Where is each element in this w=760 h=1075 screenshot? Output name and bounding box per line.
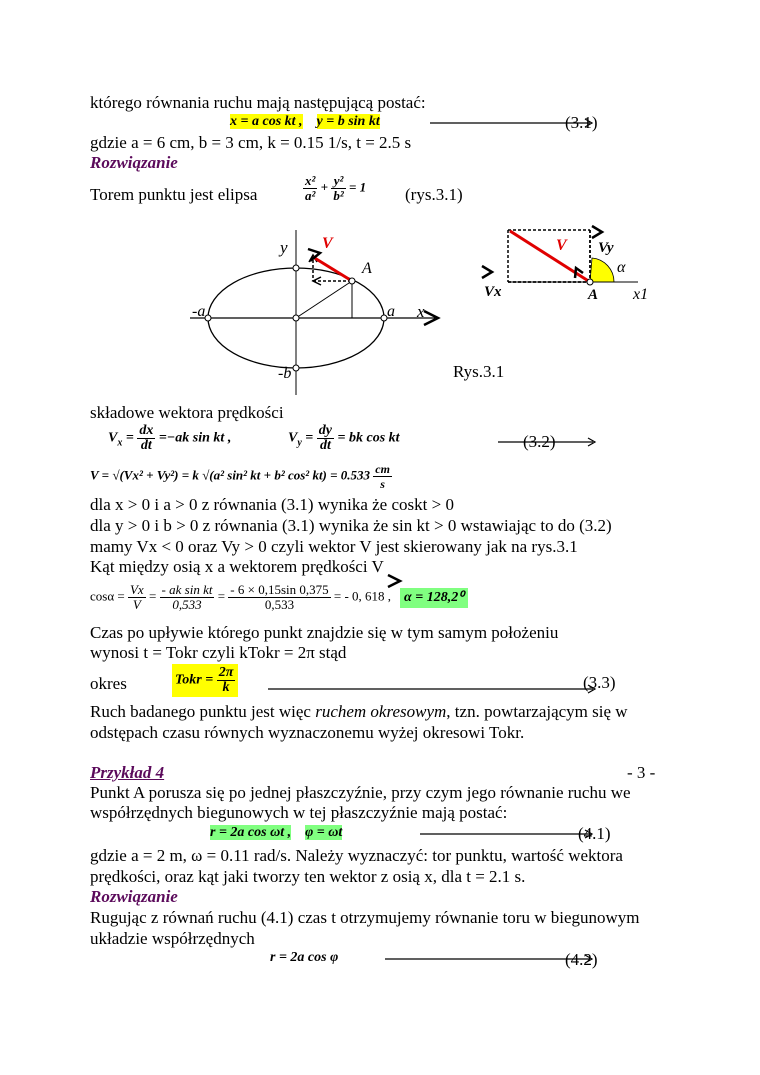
figure-caption: Rys.3.1 bbox=[453, 362, 505, 381]
vy-arrowhead bbox=[592, 226, 602, 238]
eq-phi: φ = ωt bbox=[305, 825, 343, 840]
equation-number: (3.1) bbox=[565, 113, 598, 132]
v-magnitude-equation bbox=[90, 462, 392, 491]
text-line: którego równania ruchu mają następującą postać: bbox=[90, 93, 426, 112]
section-heading: Rozwiązanie bbox=[90, 153, 178, 172]
ellipse-figure bbox=[180, 225, 460, 395]
text-line: układzie współrzędnych bbox=[90, 929, 255, 948]
eq-y: y = b sin kt bbox=[316, 114, 380, 129]
ellipse-equation: $\frac{\text{x²}}{\text{a²}}$ + $\frac{\text{y²}}{\text{b²}}$ = 1 bbox=[305, 173, 367, 203]
text-line: okres bbox=[90, 674, 127, 693]
point-minus-a bbox=[205, 315, 211, 321]
radius-line bbox=[296, 281, 352, 318]
frac-num: y² bbox=[331, 174, 345, 189]
eq-x: x = a cos kt , bbox=[230, 114, 303, 129]
text-line: Rugując z równań ruchu (4.1) czas t otrzymujemy równanie toru w biegunowym bbox=[90, 908, 640, 927]
frac-num: - 6 × 0,15sin 0,375 bbox=[230, 582, 329, 597]
label-x1: x1 bbox=[633, 286, 649, 302]
text-line: Czas po upływie którego punkt znajdzie się w tym samym położeniu bbox=[90, 623, 559, 642]
eq-r: r = 2a cos ωt , bbox=[210, 825, 292, 840]
label-minus-b: -b bbox=[278, 365, 292, 382]
point-A bbox=[587, 279, 593, 285]
label-minus-a: -a bbox=[192, 303, 206, 320]
text-line: dla y > 0 i b > 0 z równania (3.1) wynika że sin kt > 0 wstawiając to do (3.2) bbox=[90, 516, 612, 535]
v-eq: V = √(Vx² + Vy²) = k √(a² sin² kt + b² cos² kt) = 0.533 bbox=[90, 467, 371, 483]
label-y: y bbox=[280, 238, 288, 257]
point-b bbox=[293, 265, 299, 271]
cos-result: = - 0, 618 , bbox=[333, 588, 392, 604]
cos-alpha-equation: cosα = $\frac{Vx}{V}$ = $\frac{\text{- ak sin kt}}{0,533}$ = $\frac{- 6 \times 0,15\sin 0,375}{0,533}$ = - 0, 618 , bbox=[90, 582, 392, 612]
text-line: prędkości, oraz kąt jaki tworzy ten wektor z osią x, dla t = 2.1 s. bbox=[90, 867, 526, 886]
frac-den: b² bbox=[333, 188, 344, 203]
cos-lhs: cosα = bbox=[90, 588, 125, 604]
tokr-lhs: Tokr = bbox=[175, 672, 214, 688]
equation-number: (4.2) bbox=[565, 950, 598, 969]
text-span-italic: ruchem okresowym bbox=[315, 702, 447, 721]
frac-den: 0,533 bbox=[172, 597, 202, 612]
label-a: a bbox=[387, 303, 395, 320]
point-minus-b bbox=[293, 365, 299, 371]
figure-reference: (rys.3.1) bbox=[405, 185, 463, 204]
frac-num: 2π bbox=[218, 665, 234, 680]
frac-num: x² bbox=[305, 173, 316, 188]
text-line: Kąt między osią x a wektorem prędkości V bbox=[90, 557, 384, 576]
unit-num: cm bbox=[375, 462, 390, 476]
vy-equation: $V_y$ = $\frac{dy}{dt}$ = bk cos kt bbox=[288, 423, 400, 453]
text-line: Punkt A porusza się po jednej płaszczyźnie, przy czym jego równanie ruchu we bbox=[90, 783, 631, 802]
text-line: składowe wektora prędkości bbox=[90, 403, 284, 422]
text-line: wynosi t = Tokr czyli kTokr = 2π stąd bbox=[90, 643, 347, 662]
frac-num: Vx bbox=[129, 582, 144, 597]
text-line: dla x > 0 i a > 0 z równania (3.1) wynika że coskt > 0 bbox=[90, 495, 454, 514]
period-equation bbox=[172, 664, 238, 697]
label-Vx: Vx bbox=[484, 284, 502, 300]
equation-leader-arrow bbox=[420, 829, 600, 839]
frac-den: V bbox=[132, 597, 141, 612]
alpha-sector bbox=[590, 258, 614, 282]
frac-den: a² bbox=[305, 188, 316, 203]
text-span: , tzn. powtarzającym się w bbox=[446, 702, 628, 721]
text-line: gdzie a = 6 cm, b = 3 cm, k = 0.15 1/s, t = 2.5 s bbox=[90, 133, 412, 152]
equation-number: (3.3) bbox=[583, 673, 616, 692]
text-line: mamy Vx < 0 oraz Vy > 0 czyli wektor V jest skierowany jak na rys.3.1 bbox=[90, 537, 578, 556]
frac-den: 0,533 bbox=[264, 597, 295, 612]
unit-den: s bbox=[380, 477, 385, 491]
label-x: x bbox=[417, 302, 425, 321]
equation-number: (3.2) bbox=[523, 432, 556, 451]
equation-4-1 bbox=[210, 823, 342, 843]
equation-number: (4.1) bbox=[578, 824, 611, 843]
label-A: A bbox=[588, 287, 599, 302]
text-span: Ruch badanego punktu jest więc bbox=[90, 702, 316, 721]
equation-3-1 bbox=[230, 112, 380, 132]
text-line: współrzędnych biegunowych w tej płaszczyźnie mają postać: bbox=[90, 803, 508, 822]
frac-den: k bbox=[222, 680, 230, 695]
page-number: - 3 - bbox=[627, 763, 656, 782]
section-heading: Rozwiązanie bbox=[90, 887, 178, 906]
vx-equation: $V_x$ = $\frac{dx}{dt}$ =−ak sin kt , bbox=[108, 423, 232, 453]
point-A bbox=[349, 278, 355, 284]
alpha-result: α = 128,2⁰ bbox=[400, 588, 468, 608]
example-heading: Przykład 4 bbox=[90, 763, 165, 782]
text-line bbox=[90, 702, 628, 722]
label-V: V bbox=[556, 237, 567, 254]
origin bbox=[293, 315, 299, 321]
text-line: Torem punktu jest elipsa bbox=[90, 185, 258, 204]
text-line: odstępach czasu równych wyznaczonemu wyżej okresowi Tokr. bbox=[90, 723, 525, 742]
label-alpha: α bbox=[617, 259, 626, 276]
label-Vy: Vy bbox=[598, 240, 614, 256]
vx-arrowhead bbox=[482, 266, 492, 278]
eq-rhs: = 1 bbox=[348, 179, 367, 195]
equation-leader-arrow bbox=[268, 684, 603, 694]
frac-num: - ak sin kt bbox=[161, 582, 213, 597]
equation-4-2: r = 2a cos φ bbox=[270, 950, 339, 965]
label-A: A bbox=[362, 260, 372, 277]
vector-figure bbox=[478, 222, 653, 302]
velocity-vector bbox=[510, 231, 590, 282]
vy-rhs: = bk cos kt bbox=[337, 430, 400, 446]
text-line: gdzie a = 2 m, ω = 0.11 rad/s. Należy wyznaczyć: tor punktu, wartość wektora bbox=[90, 846, 623, 865]
label-V: V bbox=[322, 235, 333, 252]
